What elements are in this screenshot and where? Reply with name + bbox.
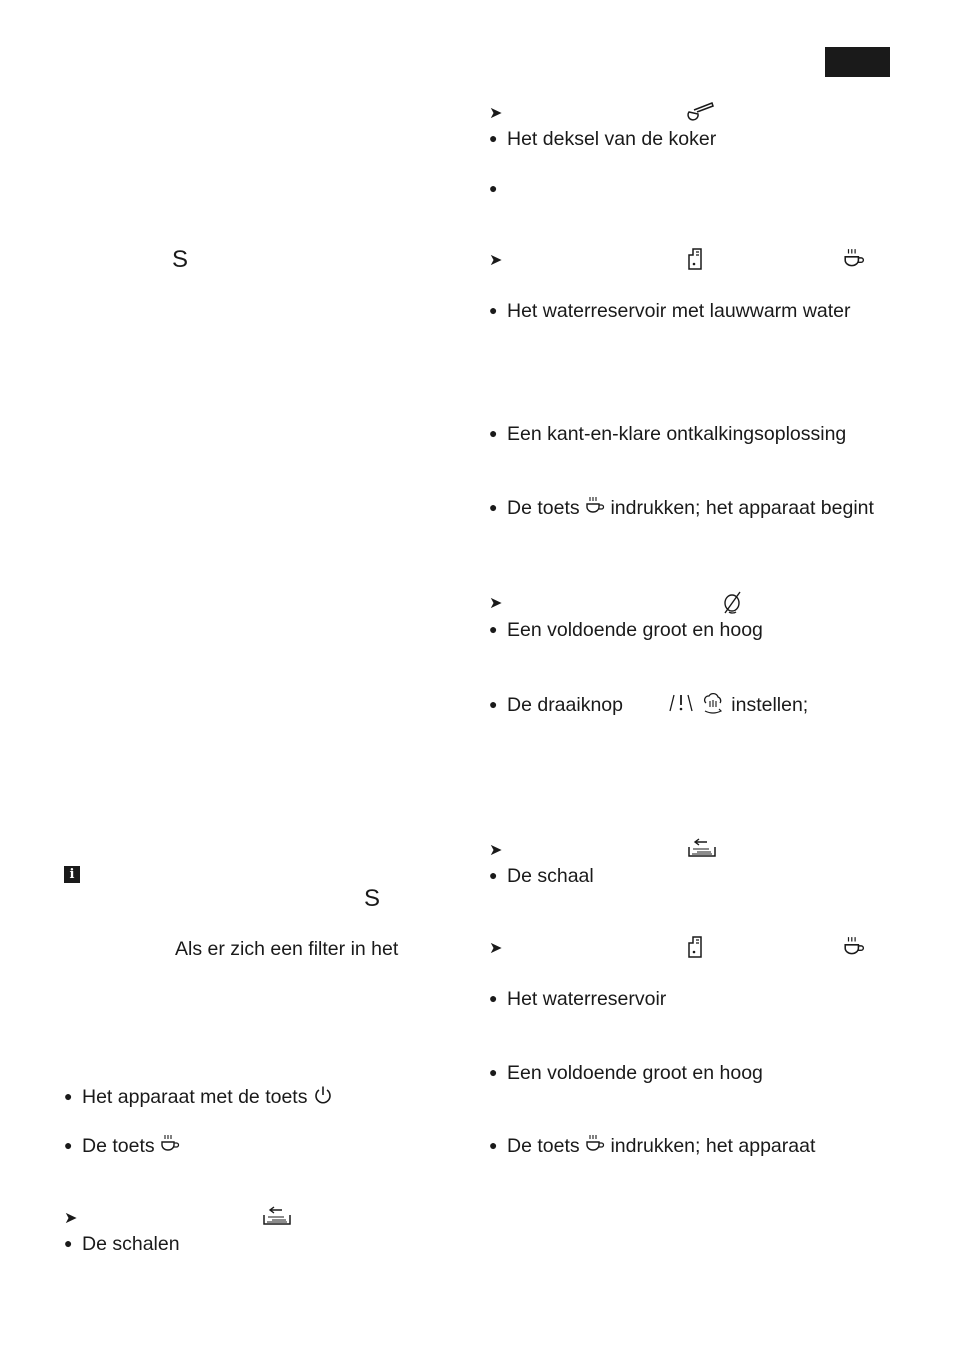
bullet: ● — [489, 1064, 498, 1080]
filter-note: Als er zich een filter in het — [175, 938, 399, 960]
hot-water-icon — [668, 692, 694, 720]
list-item-ontkalking — [489, 421, 846, 446]
step-arrow: ➤ — [489, 252, 503, 269]
bullet: ● — [489, 499, 498, 515]
text: Een voldoende groot en hoog — [507, 619, 763, 641]
note-letter-s: S — [364, 885, 381, 912]
power-icon — [313, 1085, 333, 1111]
text: De schalen — [82, 1233, 180, 1255]
tray-icon — [262, 1205, 292, 1232]
list-item-waterreservoir-lauw — [489, 298, 851, 323]
step-arrow: ➤ — [489, 842, 503, 859]
text: De toets — [507, 497, 580, 519]
list-item-deksel — [489, 126, 716, 151]
language-tab — [825, 47, 890, 77]
step-arrow: ➤ — [64, 1210, 78, 1227]
bullet: ● — [489, 990, 498, 1006]
text: Het deksel van de koker — [507, 128, 717, 150]
hot-cup-icon — [843, 248, 865, 275]
text: instellen; — [731, 694, 809, 717]
list-item-power — [64, 1084, 333, 1111]
list-item-toets — [64, 1133, 180, 1160]
list-item-waterreservoir — [489, 986, 666, 1011]
hot-cup-icon — [585, 1134, 605, 1160]
list-item-toets-apparaat — [489, 1133, 815, 1160]
text: De toets — [82, 1135, 155, 1157]
text: De toets — [507, 1135, 580, 1157]
text: indrukken; het apparaat — [610, 1135, 816, 1157]
text: De schaal — [507, 865, 594, 887]
bullet: ● — [64, 1088, 73, 1104]
list-item-empty — [489, 176, 507, 201]
bullet: ● — [489, 302, 498, 318]
text: Het waterreservoir met lauwwarm water — [507, 300, 851, 322]
steam-icon — [700, 691, 726, 721]
text: Het apparaat met de toets — [82, 1086, 308, 1108]
tray-icon — [687, 837, 717, 864]
list-item-schaal — [489, 863, 594, 888]
bullet: ● — [489, 425, 498, 441]
scoop-icon — [686, 100, 716, 127]
list-item-voldoende-2 — [489, 1060, 763, 1085]
text: Het waterreservoir — [507, 988, 667, 1010]
bullet: ● — [64, 1235, 73, 1251]
hot-cup-icon — [843, 936, 865, 963]
water-tank-icon — [685, 246, 707, 279]
text: indrukken; het apparaat begint — [610, 497, 874, 519]
bullet: ● — [489, 180, 498, 196]
water-tank-icon — [685, 934, 707, 967]
info-icon: i — [64, 866, 80, 883]
step-arrow: ➤ — [489, 940, 503, 957]
bullet: ● — [64, 1137, 73, 1153]
step-arrow: ➤ — [489, 595, 503, 612]
hot-cup-icon — [585, 496, 605, 522]
list-item-draaiknop — [489, 691, 808, 721]
list-item-voldoende-1 — [489, 617, 763, 642]
text: De draaiknop — [507, 694, 623, 717]
text: Een kant-en-klare ontkalkingsoplossing — [507, 423, 847, 445]
list-item-schalen — [64, 1231, 180, 1256]
bullet: ● — [489, 696, 498, 713]
bullet: ● — [489, 621, 498, 637]
text: Een voldoende groot en hoog — [507, 1062, 763, 1084]
hot-cup-icon — [160, 1134, 180, 1160]
bullet: ● — [489, 1137, 498, 1153]
bullet: ● — [489, 867, 498, 883]
section-letter-s: S — [172, 246, 189, 273]
bullet: ● — [489, 130, 498, 146]
step-arrow: ➤ — [489, 105, 503, 122]
list-item-toets-begint — [489, 495, 874, 522]
